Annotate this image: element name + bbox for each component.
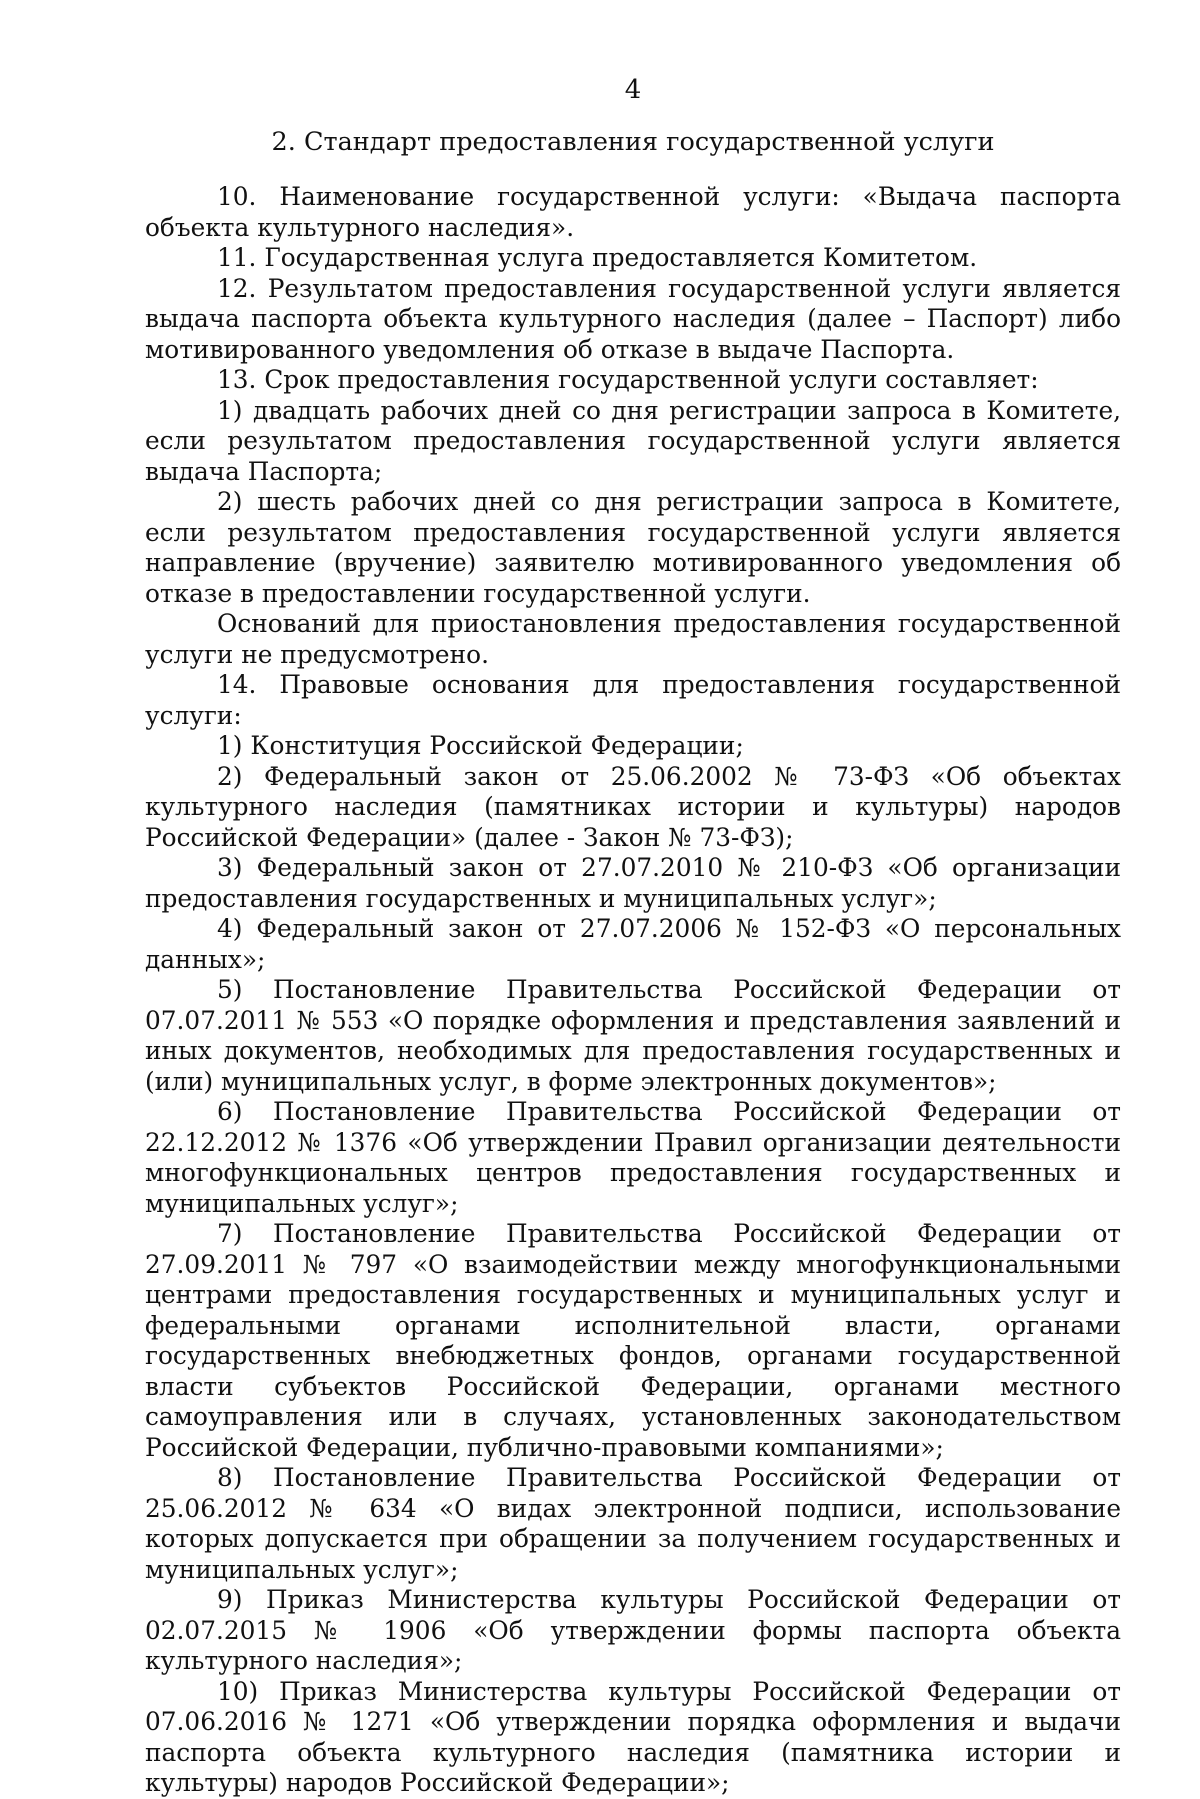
- list-item-legal-3: 3) Федеральный закон от 27.07.2010 № 210-ФЗ «Об организации предоставления государственных и муниципальных услуг»;: [145, 853, 1121, 913]
- list-item-term-1: 1) двадцать рабочих дней со дня регистрации запроса в Комитете, если результатом предоставления государственной услуги является выдача Паспорта;: [145, 395, 1121, 486]
- list-item-legal-8: 8) Постановление Правительства Российской Федерации от 25.06.2012 № 634 «О видах электронной подписи, использование которых допускается при обращении за получением государственных и муниципальных услуг»;: [145, 1463, 1121, 1584]
- paragraph-10-service-name: 10. Наименование государственной услуги: «Выдача паспорта объекта культурного наследия».: [145, 182, 1121, 242]
- list-item-legal-4: 4) Федеральный закон от 27.07.2006 № 152-ФЗ «О персональных данных»;: [145, 914, 1121, 974]
- list-item-legal-9: 9) Приказ Министерства культуры Российской Федерации от 02.07.2015 № 1906 «Об утверждении формы паспорта объекта культурного наследия»;: [145, 1585, 1121, 1675]
- paragraph-no-suspension: Оснований для приостановления предоставления государственной услуги не предусмотрено.: [145, 609, 1121, 669]
- document-body: [145, 182, 1121, 1799]
- page-number: 4: [624, 75, 642, 105]
- list-item-term-2: 2) шесть рабочих дней со дня регистрации запроса в Комитете, если результатом предоставления государственной услуги является направление (вручение) заявителю мотивированного уведомления об отказе в предоставлении государственной услуги.: [145, 487, 1121, 608]
- paragraph-12-result: 12. Результатом предоставления государственной услуги является выдача паспорта объекта культурного наследия (далее – Паспорт) либо мотивированного уведомления об отказе в выдаче Паспорта.: [145, 273, 1121, 364]
- list-item-legal-1: 1) Конституция Российской Федерации;: [217, 731, 744, 760]
- list-item-legal-7: 7) Постановление Правительства Российской Федерации от 27.09.2011 № 797 «О взаимодействии между многофункциональными центрами предоставления государственных и муниципальных услуг и федеральными органами исполнительной власти, органами государственных внебюджетных фондов, органами государственной власти субъектов Российской Федерации, органами местного самоуправления или в случаях, установленных законодательством Российской Федерации, публично-правовыми компаниями»;: [145, 1219, 1121, 1462]
- list-item-legal-5: 5) Постановление Правительства Российской Федерации от 07.07.2011 № 553 «О порядке оформления и представления заявлений и иных документов, необходимых для предоставления государственных и (или) муниципальных услуг, в форме электронных документов»;: [145, 975, 1121, 1096]
- list-item-legal-10: 10) Приказ Министерства культуры Российской Федерации от 07.06.2016 № 1271 «Об утверждении порядка оформления и выдачи паспорта объекта культурного наследия (памятника истории и культуры) народов Российской Федерации»;: [145, 1676, 1121, 1797]
- paragraph-11-provider: 11. Государственная услуга предоставляется Комитетом.: [217, 243, 978, 272]
- list-item-legal-2: 2) Федеральный закон от 25.06.2002 № 73-ФЗ «Об объектах культурного наследия (памятниках истории и культуры) народов Российской Федерации» (далее - Закон № 73-ФЗ);: [145, 761, 1121, 852]
- paragraph-13-term: 13. Срок предоставления государственной услуги составляет:: [217, 365, 1039, 394]
- section-title: 2. Стандарт предоставления государственной услуги: [271, 127, 995, 157]
- paragraph-14-legal-basis: 14. Правовые основания для предоставления государственной услуги:: [145, 670, 1121, 730]
- list-item-legal-6: 6) Постановление Правительства Российской Федерации от 22.12.2012 № 1376 «Об утверждении Правил организации деятельности многофункциональных центров предоставления государственных и муниципальных услуг»;: [145, 1097, 1121, 1218]
